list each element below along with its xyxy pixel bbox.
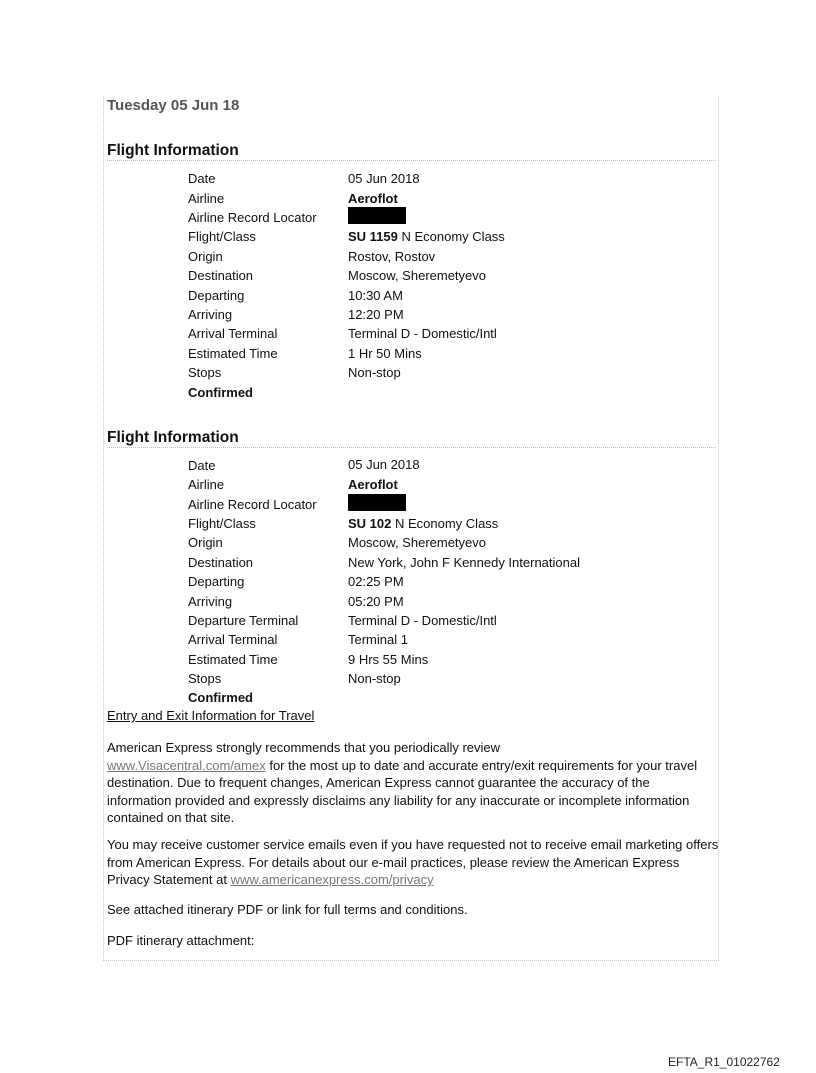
flight-2-destination-value: New York, John F Kennedy International [348, 555, 580, 570]
flight-2-departing-value: 02:25 PM [348, 574, 404, 589]
flight-1-destination-label: Destination [188, 268, 254, 283]
flight-2-locator-value [348, 494, 406, 511]
flight-2-stops-label: Stops [188, 671, 222, 686]
flight-2-destination-label: Destination [188, 555, 254, 570]
flight-2-date-label: Date [188, 458, 216, 473]
flight-2-arrival-terminal-value: Terminal 1 [348, 632, 408, 647]
visa-paragraph-rest: for the most up to date and accurate entry/exit requirements for your travel destination. Due to frequent changes, American Express cannot guarantee the accuracy of the information provided and expressly disclaims any liability for any inaccurate or incomplete information contained on that site. [107, 757, 698, 825]
flight-1-origin-value: Rostov, Rostov [348, 249, 436, 264]
terms-paragraph: See attached itinerary PDF or link for full terms and conditions. [107, 902, 468, 917]
flight-2-departure-terminal-value: Terminal D - Domestic/Intl [348, 613, 497, 628]
flight-2-airline-label: Airline [188, 477, 225, 492]
flight-1-airline-label: Airline [188, 191, 225, 206]
flight-2-flightclass-label: Flight/Class [188, 516, 256, 531]
flight-1-locator-value [348, 207, 406, 224]
flight-2-origin-label: Origin [188, 535, 223, 550]
flight-1-stops-label: Stops [188, 365, 222, 380]
flight-1-flightclass-label: Flight/Class [188, 229, 256, 244]
flight-1-destination-value: Moscow, Sheremetyevo [348, 268, 487, 283]
flight-1-status: Confirmed [188, 385, 253, 400]
redaction-block [348, 494, 406, 511]
flight-2-departing-label: Departing [188, 574, 245, 589]
flight-number: SU 1159 [348, 229, 398, 244]
flight-2-estimated-time-label: Estimated Time [188, 652, 278, 667]
document-id-footer: EFTA_R1_01022762 [668, 1055, 780, 1069]
flight-2-departure-terminal-label: Departure Terminal [188, 613, 299, 628]
flight-1-origin-label: Origin [188, 249, 223, 264]
flight-2-locator-label: Airline Record Locator [188, 497, 317, 512]
flight-2-heading: Flight Information [107, 429, 239, 446]
flight-2-date-value: 05 Jun 2018 [348, 457, 420, 472]
email-paragraph-lead: You may receive customer service emails even if you have requested not to receive email marketing offers from American Express. For details about our e-mail practices, please review the American Express Privacy Statement at [107, 837, 719, 887]
flight-number: SU 102 [348, 516, 392, 531]
email-paragraph [107, 836, 719, 889]
fare-class: N Economy Class [397, 229, 505, 244]
flight-1-arriving-value: 12:20 PM [348, 307, 404, 322]
visa-paragraph-lead: American Express strongly recommends that you periodically review [107, 740, 501, 755]
visa-paragraph [107, 739, 717, 827]
flight-2-estimated-time-value: 9 Hrs 55 Mins [348, 652, 429, 667]
redaction-block [348, 207, 406, 224]
day-header: Tuesday 05 Jun 18 [107, 97, 240, 114]
flight-1-arriving-label: Arriving [188, 307, 233, 322]
flight-2-origin-value: Moscow, Sheremetyevo [348, 535, 487, 550]
flight-1-departing-label: Departing [188, 288, 245, 303]
flight-1-divider [107, 160, 716, 161]
flight-2-flightclass-value [348, 516, 498, 531]
flight-1-flightclass-value [348, 229, 505, 244]
flight-2-stops-value: Non-stop [348, 671, 401, 686]
flight-1-arrival-terminal-label: Arrival Terminal [188, 326, 278, 341]
flight-1-arrival-terminal-value: Terminal D - Domestic/Intl [348, 326, 497, 341]
flight-1-stops-value: Non-stop [348, 365, 401, 380]
flight-1-estimated-time-value: 1 Hr 50 Mins [348, 346, 422, 361]
fare-class: N Economy Class [391, 516, 499, 531]
flight-1-airline-value: Aeroflot [348, 191, 398, 206]
flight-1-date-value: 05 Jun 2018 [348, 171, 420, 186]
flight-1-locator-label: Airline Record Locator [188, 210, 317, 225]
flight-2-divider [107, 447, 716, 448]
flight-2-airline-value: Aeroflot [348, 477, 398, 492]
flight-2-status: Confirmed [188, 690, 253, 705]
visacentral-link[interactable]: www.Visacentral.com/amex [107, 757, 266, 773]
pdf-attachment-label: PDF itinerary attachment: [107, 933, 255, 948]
flight-1-heading: Flight Information [107, 142, 239, 159]
privacy-link[interactable]: www.americanexpress.com/privacy [230, 872, 434, 887]
entry-exit-info-link[interactable]: Entry and Exit Information for Travel [107, 708, 315, 723]
flight-2-arrival-terminal-label: Arrival Terminal [188, 632, 278, 647]
flight-1-departing-value: 10:30 AM [348, 288, 403, 303]
flight-1-date-label: Date [188, 171, 216, 186]
flight-2-arriving-value: 05:20 PM [348, 594, 404, 609]
flight-2-arriving-label: Arriving [188, 594, 233, 609]
flight-1-estimated-time-label: Estimated Time [188, 346, 278, 361]
